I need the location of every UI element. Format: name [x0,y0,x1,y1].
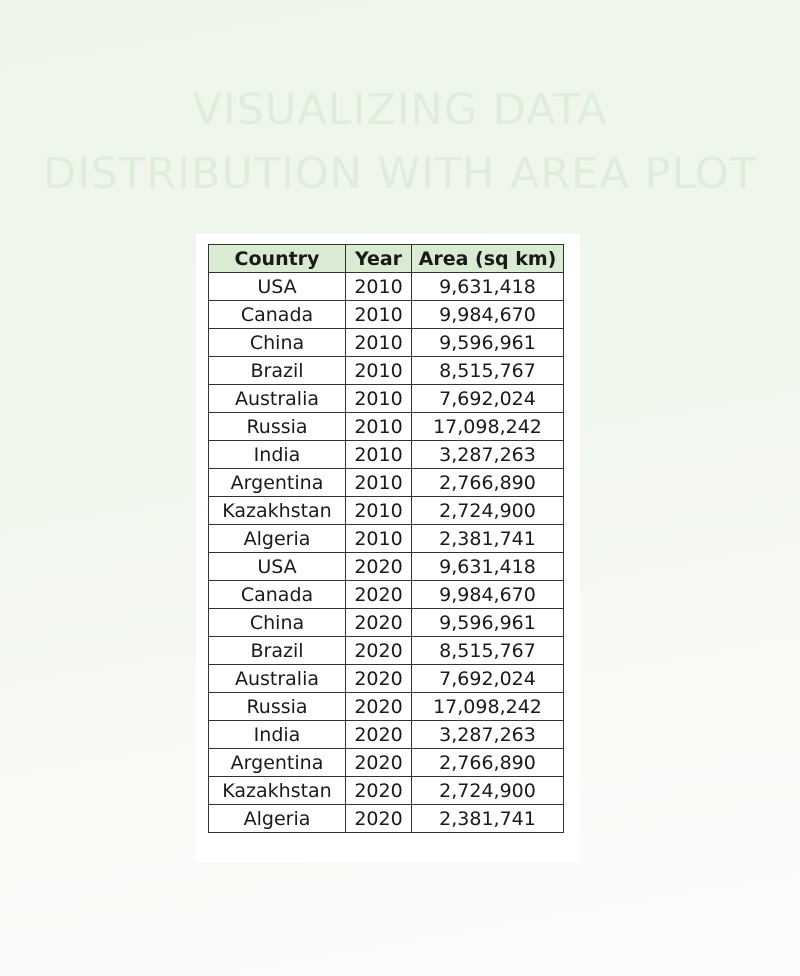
cell-country: Algeria [209,525,346,553]
table-row [209,665,564,693]
cell-year: 2020 [346,693,412,721]
cell-area: 2,766,890 [412,749,564,777]
table-card [196,234,580,862]
cell-year: 2010 [346,357,412,385]
cell-area: 8,515,767 [412,637,564,665]
cell-country: China [209,329,346,357]
cell-country: Australia [209,665,346,693]
cell-year: 2020 [346,637,412,665]
cell-year: 2020 [346,721,412,749]
cell-year: 2010 [346,469,412,497]
table-row [209,273,564,301]
table-row [209,749,564,777]
table-row [209,721,564,749]
cell-country: Canada [209,301,346,329]
cell-area: 8,515,767 [412,357,564,385]
cell-country: India [209,721,346,749]
cell-year: 2020 [346,581,412,609]
table-row [209,693,564,721]
cell-year: 2010 [346,441,412,469]
cell-year: 2020 [346,805,412,833]
cell-area: 2,381,741 [412,805,564,833]
cell-year: 2010 [346,413,412,441]
cell-country: Australia [209,385,346,413]
table-row [209,609,564,637]
header-year: Year [346,245,412,273]
header-area: Area (sq km) [412,245,564,273]
cell-country: Brazil [209,357,346,385]
table-body [209,273,564,833]
cell-year: 2020 [346,777,412,805]
table-row [209,357,564,385]
data-table [208,244,564,833]
table-row [209,553,564,581]
table-row [209,497,564,525]
cell-year: 2020 [346,665,412,693]
table-row [209,805,564,833]
cell-area: 3,287,263 [412,441,564,469]
table-row [209,329,564,357]
cell-year: 2010 [346,385,412,413]
cell-year: 2020 [346,749,412,777]
cell-country: Russia [209,693,346,721]
cell-area: 9,631,418 [412,553,564,581]
page-title [0,78,800,206]
cell-country: India [209,441,346,469]
table-row [209,301,564,329]
cell-year: 2020 [346,553,412,581]
cell-year: 2010 [346,329,412,357]
table-row [209,581,564,609]
cell-year: 2020 [346,609,412,637]
cell-area: 7,692,024 [412,665,564,693]
header-row [209,245,564,273]
cell-area: 7,692,024 [412,385,564,413]
title-line-1: VISUALIZING DATA [192,85,608,135]
cell-country: Algeria [209,805,346,833]
cell-country: Brazil [209,637,346,665]
table-row [209,637,564,665]
table-row [209,525,564,553]
table-row [209,441,564,469]
cell-year: 2010 [346,497,412,525]
cell-country: Canada [209,581,346,609]
cell-country: Argentina [209,749,346,777]
cell-area: 9,984,670 [412,581,564,609]
cell-area: 17,098,242 [412,413,564,441]
cell-area: 2,724,900 [412,777,564,805]
cell-year: 2010 [346,273,412,301]
cell-area: 9,984,670 [412,301,564,329]
cell-country: Kazakhstan [209,777,346,805]
cell-country: Kazakhstan [209,497,346,525]
cell-area: 2,766,890 [412,469,564,497]
cell-year: 2010 [346,525,412,553]
cell-area: 9,631,418 [412,273,564,301]
cell-area: 9,596,961 [412,329,564,357]
table-row [209,413,564,441]
table-row [209,385,564,413]
cell-country: USA [209,553,346,581]
cell-country: USA [209,273,346,301]
table-header [209,245,564,273]
cell-country: Russia [209,413,346,441]
table-row [209,469,564,497]
cell-area: 3,287,263 [412,721,564,749]
cell-year: 2010 [346,301,412,329]
cell-area: 2,724,900 [412,497,564,525]
cell-area: 17,098,242 [412,693,564,721]
cell-area: 9,596,961 [412,609,564,637]
header-country: Country [209,245,346,273]
cell-area: 2,381,741 [412,525,564,553]
title-line-2: DISTRIBUTION WITH AREA PLOT [43,149,757,199]
cell-country: China [209,609,346,637]
cell-country: Argentina [209,469,346,497]
table-row [209,777,564,805]
